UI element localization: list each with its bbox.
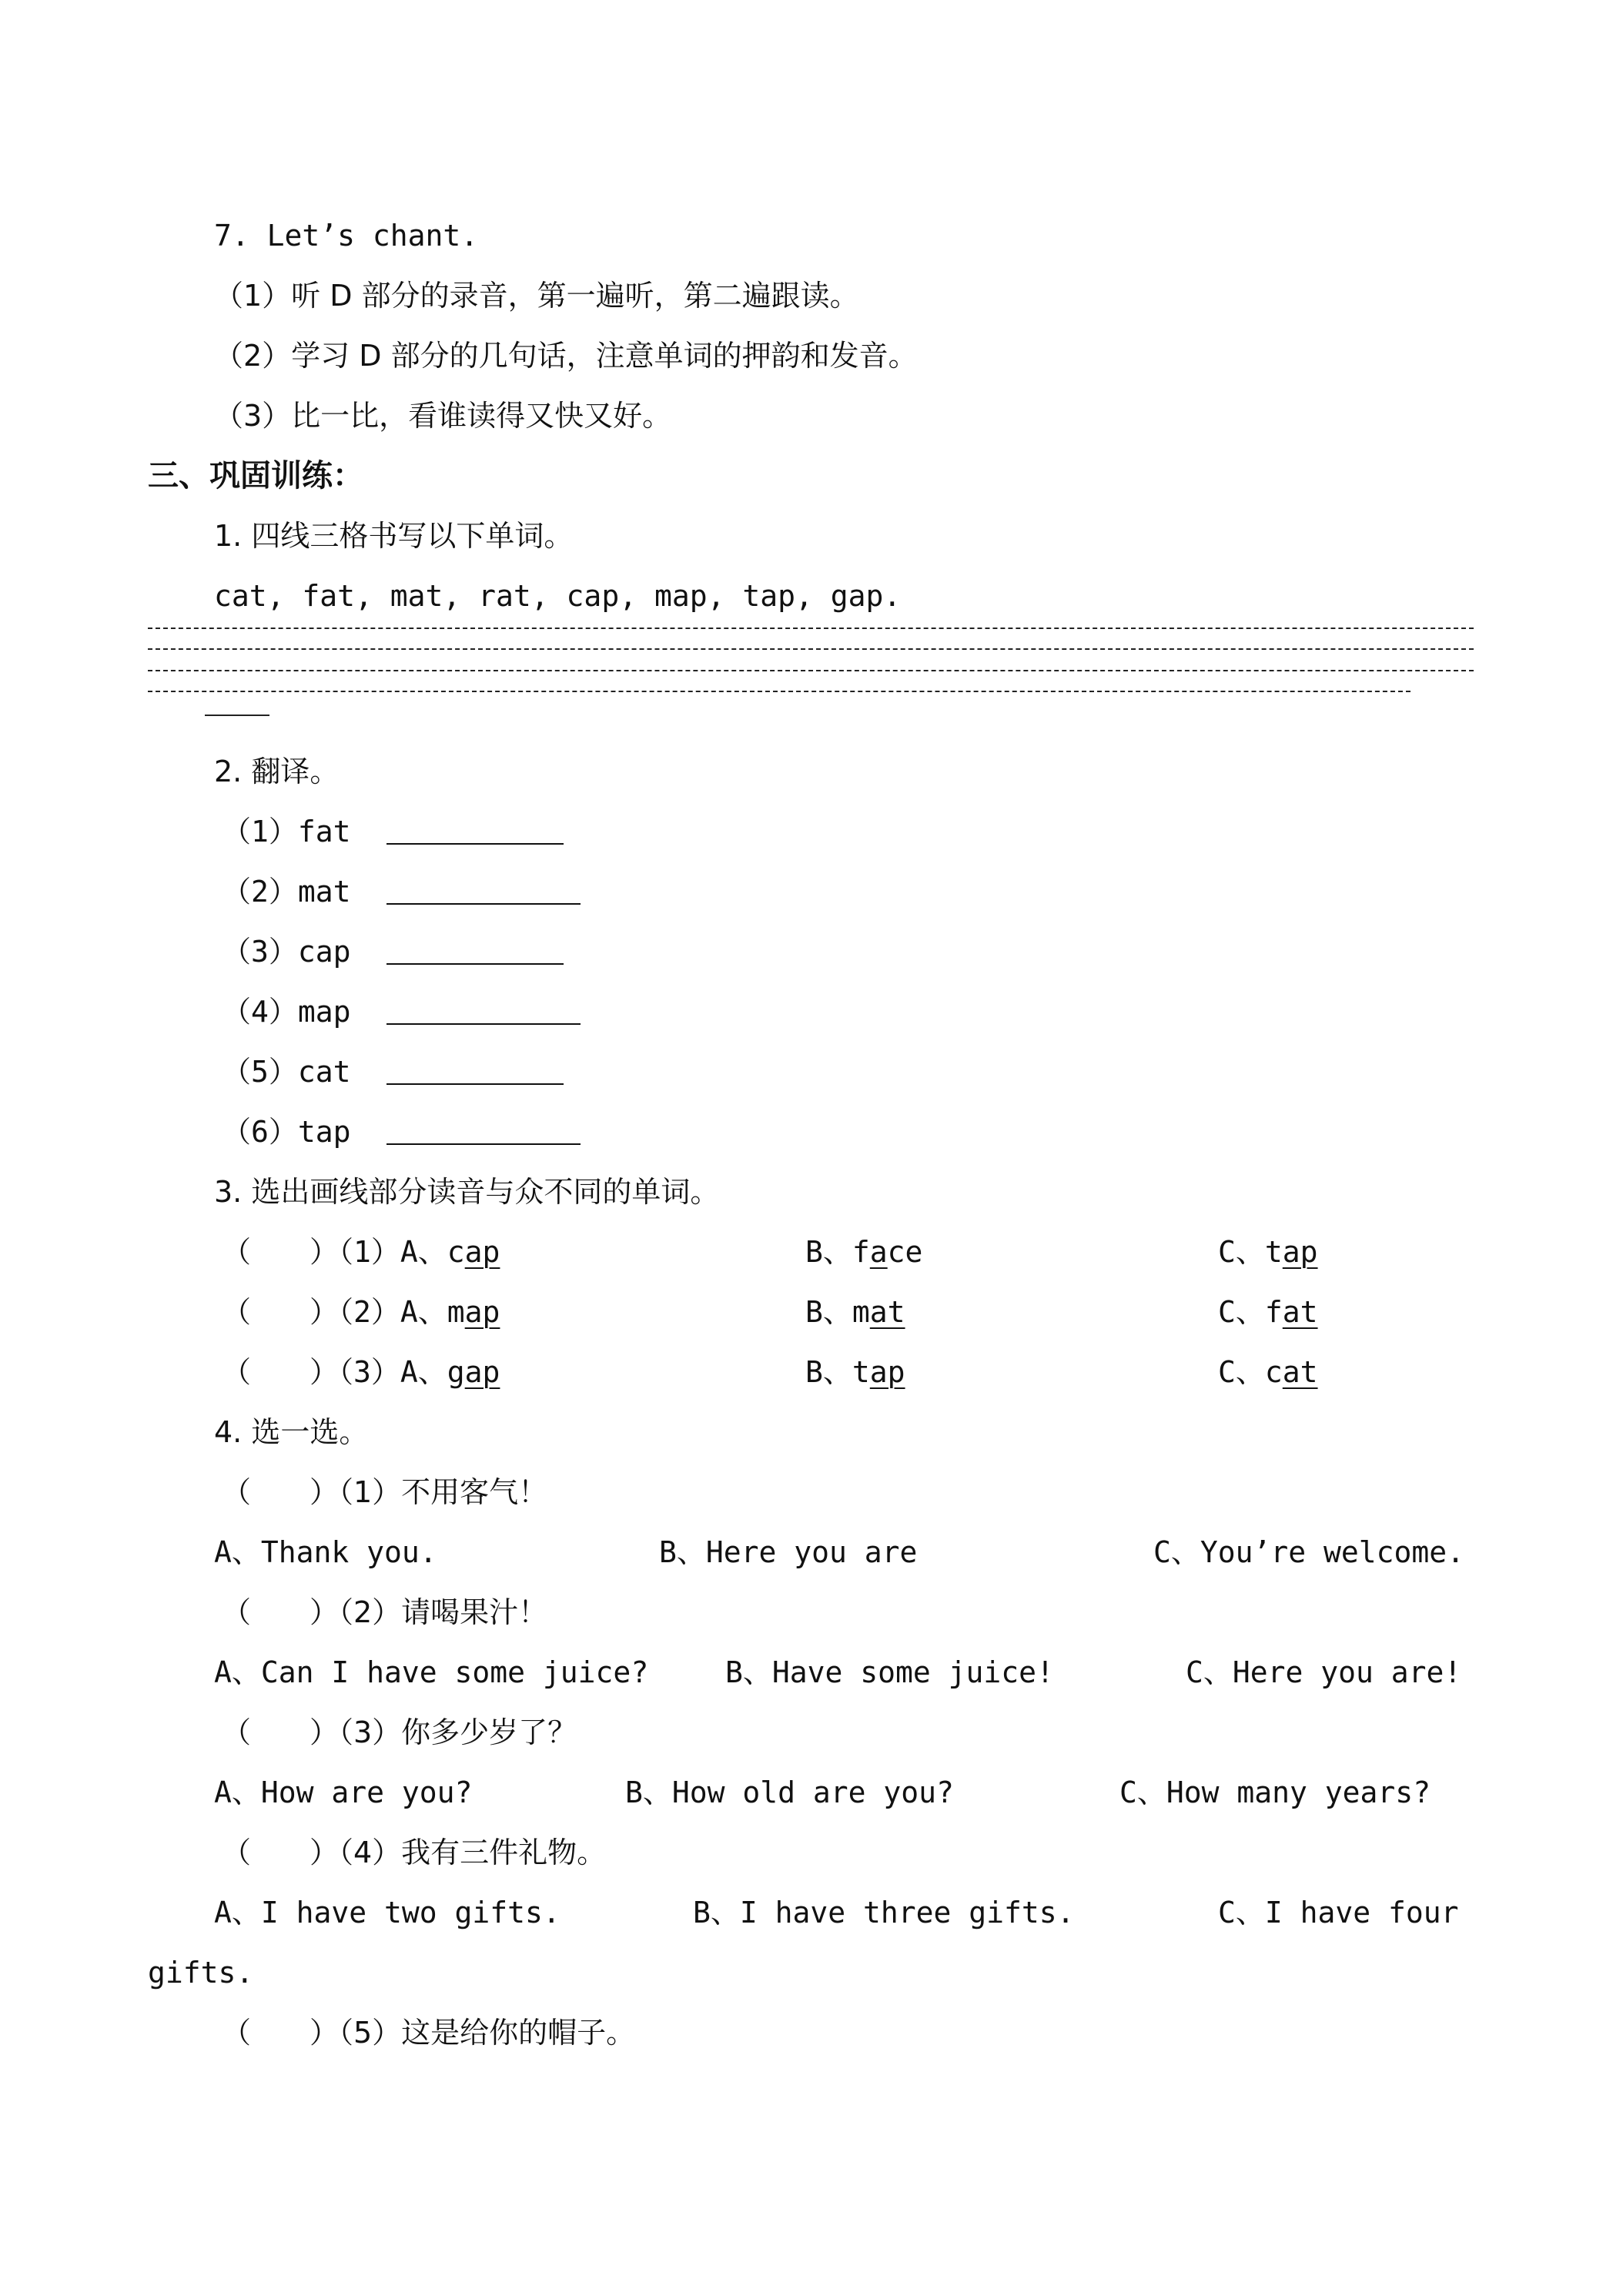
q3-row-3-stem — [222, 1354, 500, 1391]
answer-blank[interactable] — [387, 997, 581, 1025]
translate-word: （2）mat — [222, 875, 351, 909]
q2-title: 2. 翻译。 — [214, 755, 340, 788]
option-b-label: B、 — [805, 1355, 852, 1389]
q4-item-4-option-c-wrap: gifts. — [148, 1956, 254, 1990]
option-c-label: C、 — [1218, 1235, 1265, 1269]
q4-item-1-option-b[interactable]: B、Here you are — [659, 1535, 918, 1569]
q3-number: （3）A、 — [339, 1355, 447, 1389]
translate-item-1 — [222, 813, 564, 850]
writing-line-1 — [148, 628, 1474, 629]
answer-blank[interactable] — [387, 1057, 564, 1085]
q3-row-2-option-b — [805, 1294, 905, 1330]
q3-row-3-option-b — [805, 1354, 905, 1391]
translate-item-3 — [222, 933, 564, 970]
option-c-label: C、 — [1218, 1355, 1265, 1389]
answer-paren[interactable]: （ ） — [222, 1355, 340, 1389]
answer-blank[interactable] — [387, 877, 581, 905]
translate-word: （3）cap — [222, 935, 351, 969]
q4-item-1-option-c[interactable]: C、You’re welcome. — [1153, 1535, 1465, 1569]
q4-item-2-option-a[interactable]: A、Can I have some juice? — [214, 1655, 649, 1689]
q4-item-3-option-b[interactable]: B、How old are you? — [625, 1776, 954, 1809]
answer-paren[interactable]: （ ） — [222, 1235, 340, 1269]
option-a-plain: c — [447, 1235, 465, 1269]
q4-item-2-stem: （ ）（2）请喝果汁！ — [222, 1595, 548, 1629]
q4-item-4-option-a[interactable]: A、I have two gifts. — [214, 1896, 561, 1930]
q1-title: 1. 四线三格书写以下单词。 — [214, 519, 574, 553]
q4-item-2-option-b[interactable]: B、Have some juice! — [725, 1655, 1054, 1689]
writing-line-2 — [148, 648, 1474, 650]
writing-line-tail — [205, 715, 269, 716]
chant-step-2: （2）学习 D 部分的几句话，注意单词的押韵和发音。 — [214, 339, 918, 373]
option-c-underlined: at — [1282, 1355, 1318, 1389]
translate-word: （4）map — [222, 995, 351, 1029]
q4-item-4-stem: （ ）（4）我有三件礼物。 — [222, 1836, 607, 1869]
option-c-label: C、 — [1218, 1295, 1265, 1329]
q1-words: cat, fat, mat, rat, cap, map, tap, gap. — [214, 579, 902, 613]
q3-row-1-option-b — [805, 1233, 922, 1270]
chant-step-3: （3）比一比，看谁读得又快又好。 — [214, 399, 672, 433]
translate-word: （6）tap — [222, 1115, 351, 1149]
q4-item-1-option-a[interactable]: A、Thank you. — [214, 1535, 437, 1569]
translate-item-5 — [222, 1053, 564, 1090]
option-c-plain: c — [1264, 1355, 1283, 1389]
q4-item-4-option-c[interactable]: C、I have four — [1218, 1896, 1459, 1930]
option-c-plain: t — [1264, 1235, 1283, 1269]
q4-title: 4. 选一选。 — [214, 1415, 369, 1449]
q4-item-2-option-c[interactable]: C、Here you are! — [1186, 1655, 1462, 1689]
option-b-label: B、 — [805, 1295, 852, 1329]
option-b-plain: f — [852, 1235, 870, 1269]
section-heading: 三、巩固训练： — [148, 458, 363, 494]
translate-item-2 — [222, 873, 581, 910]
answer-paren[interactable]: （ ） — [222, 1295, 340, 1329]
translate-item-4 — [222, 993, 581, 1030]
q4-item-4-option-b[interactable]: B、I have three gifts. — [693, 1896, 1075, 1930]
translate-word: （5）cat — [222, 1055, 351, 1089]
option-b-underlined: ap — [869, 1355, 905, 1389]
q3-title: 3. 选出画线部分读音与众不同的单词。 — [214, 1175, 720, 1209]
chant-step-1: （1）听 D 部分的录音，第一遍听，第二遍跟读。 — [214, 279, 859, 313]
writing-line-3 — [148, 670, 1474, 671]
option-b-underlined: a — [869, 1235, 888, 1269]
q4-item-5-stem: （ ）（5）这是给你的帽子。 — [222, 2016, 636, 2050]
q3-row-2-stem — [222, 1294, 500, 1330]
option-c-underlined: ap — [1282, 1235, 1318, 1269]
option-a-plain: g — [447, 1355, 465, 1389]
option-b-plain: m — [852, 1295, 870, 1329]
q3-row-1-stem — [222, 1233, 500, 1270]
option-c-underlined: at — [1282, 1295, 1318, 1329]
q4-item-3-stem: （ ）（3）你多少岁了？ — [222, 1715, 577, 1749]
q3-row-2-option-c — [1218, 1294, 1318, 1330]
q4-item-1-stem: （ ）（1）不用客气！ — [222, 1475, 548, 1509]
option-a-plain: m — [447, 1295, 465, 1329]
option-a-underlined: ap — [464, 1295, 500, 1329]
answer-blank[interactable] — [387, 817, 564, 845]
option-a-underlined: ap — [464, 1355, 500, 1389]
option-a-underlined: ap — [464, 1235, 500, 1269]
q4-item-3-option-c[interactable]: C、How many years? — [1119, 1776, 1431, 1809]
option-b-underlined: at — [869, 1295, 905, 1329]
option-b-plain: t — [852, 1355, 870, 1389]
q3-number: （1）A、 — [339, 1235, 447, 1269]
q3-number: （2）A、 — [339, 1295, 447, 1329]
translate-item-6 — [222, 1113, 581, 1150]
q4-item-3-option-a[interactable]: A、How are you? — [214, 1776, 473, 1809]
q3-row-3-option-c — [1218, 1354, 1318, 1391]
option-b-label: B、 — [805, 1235, 852, 1269]
answer-blank[interactable] — [387, 937, 564, 965]
q3-row-1-option-c — [1218, 1233, 1318, 1270]
answer-blank[interactable] — [387, 1117, 581, 1145]
writing-line-4 — [148, 691, 1411, 692]
chant-title: 7. Let’s chant. — [214, 219, 479, 253]
option-b-rest: ce — [887, 1235, 923, 1269]
option-c-plain: f — [1264, 1295, 1283, 1329]
translate-word: （1）fat — [222, 815, 351, 848]
